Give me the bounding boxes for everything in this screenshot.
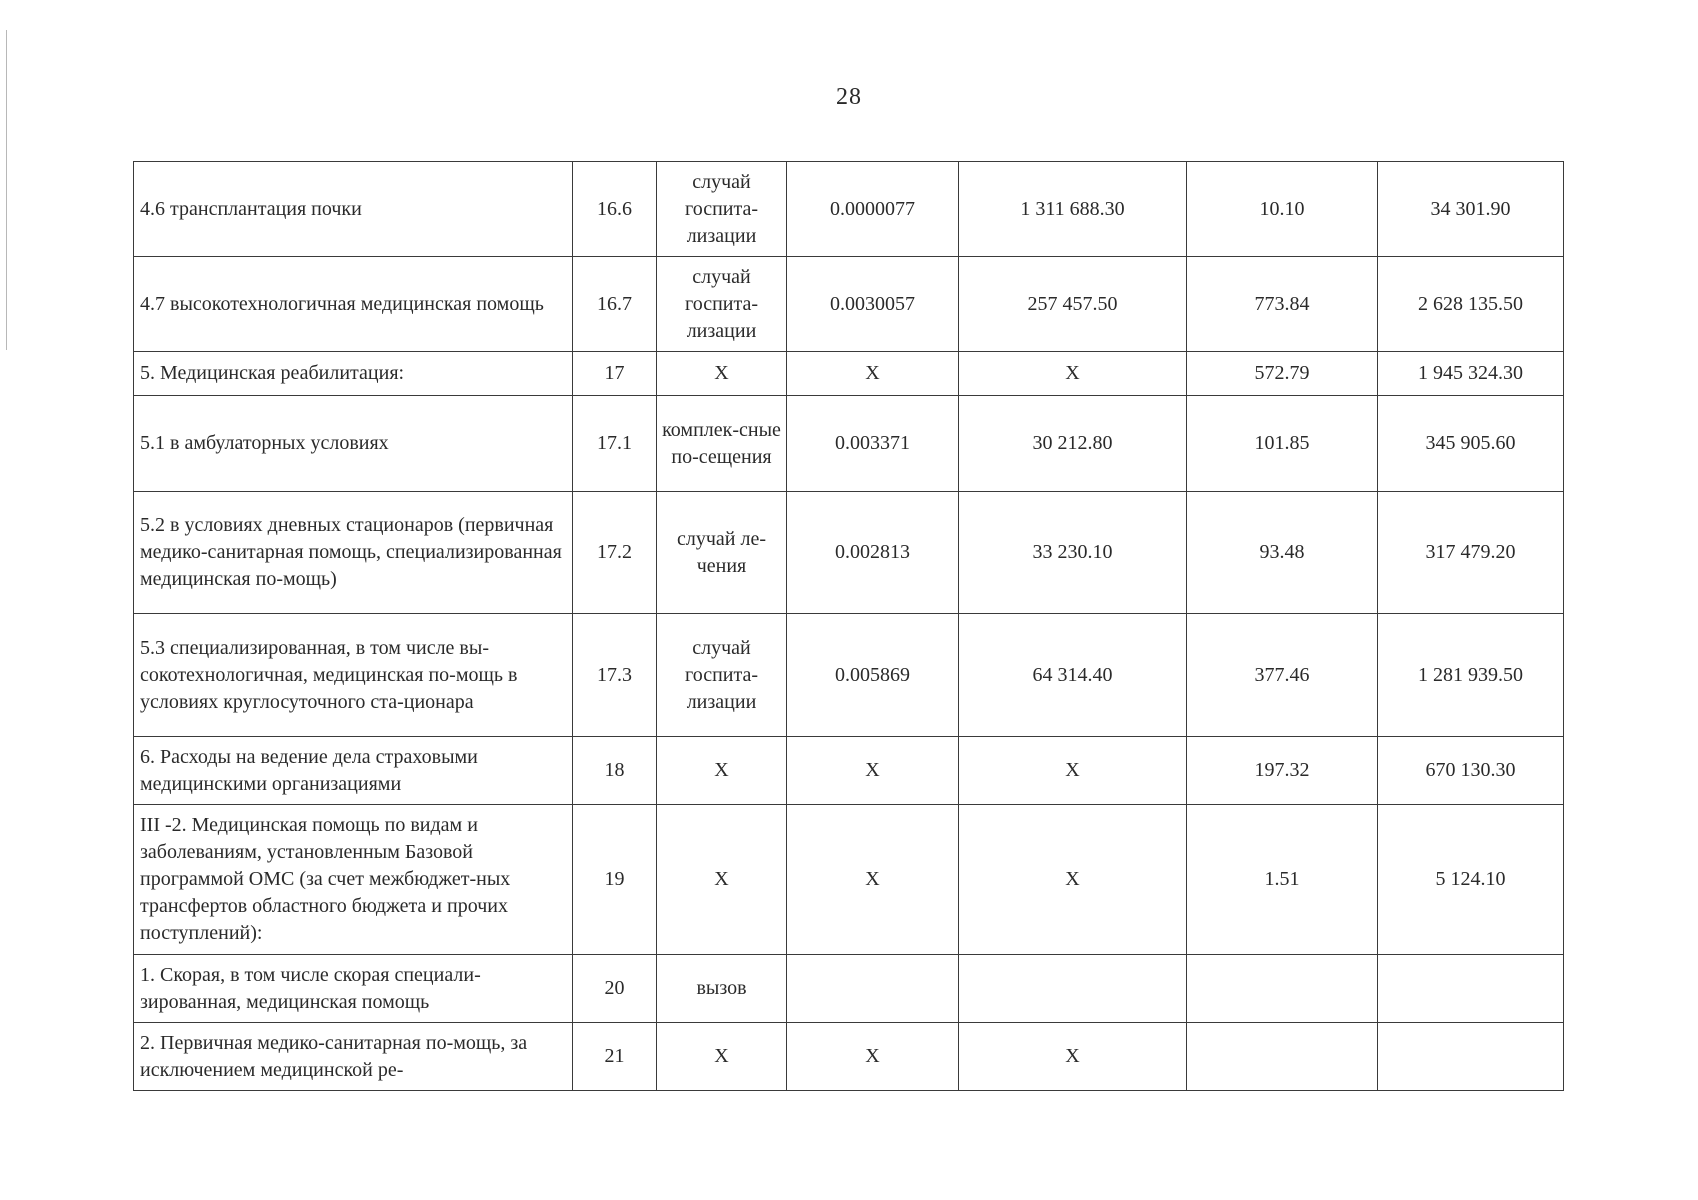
row-cost: 33 230.10 xyxy=(959,492,1187,614)
row-name: III -2. Медицинская помощь по видам и заболеваниям, установленным Базовой программой ОМС (за счет межбюджет-ных трансфертов областного бюджета и прочих поступлений): xyxy=(134,805,573,955)
row-unit: случай ле-чения xyxy=(657,492,787,614)
row-volume: X xyxy=(787,1023,959,1091)
row-code: 17.3 xyxy=(573,614,657,737)
row-volume xyxy=(787,955,959,1023)
row-code: 18 xyxy=(573,737,657,805)
row-volume: X xyxy=(787,805,959,955)
row-total: 345 905.60 xyxy=(1378,396,1564,492)
row-volume: X xyxy=(787,737,959,805)
row-code: 17.1 xyxy=(573,396,657,492)
row-per-capita: 773.84 xyxy=(1187,257,1378,352)
row-per-capita xyxy=(1187,955,1378,1023)
row-total: 1 945 324.30 xyxy=(1378,352,1564,396)
row-volume: 0.002813 xyxy=(787,492,959,614)
row-name: 5.3 специализированная, в том числе вы-сокотехнологичная, медицинская по-мощь в условиях круглосуточного ста-ционара xyxy=(134,614,573,737)
row-per-capita: 377.46 xyxy=(1187,614,1378,737)
row-cost: X xyxy=(959,352,1187,396)
row-code: 16.7 xyxy=(573,257,657,352)
row-unit: вызов xyxy=(657,955,787,1023)
row-name: 4.7 высокотехнологичная медицинская помощь xyxy=(134,257,573,352)
row-unit: случай госпита-лизации xyxy=(657,162,787,257)
row-cost: X xyxy=(959,805,1187,955)
data-table xyxy=(133,161,1564,1091)
row-cost xyxy=(959,955,1187,1023)
row-cost: 257 457.50 xyxy=(959,257,1187,352)
row-unit: X xyxy=(657,352,787,396)
row-volume: 0.003371 xyxy=(787,396,959,492)
row-total: 2 628 135.50 xyxy=(1378,257,1564,352)
row-unit: комплек-сные по-сещения xyxy=(657,396,787,492)
row-cost: X xyxy=(959,1023,1187,1091)
row-total xyxy=(1378,1023,1564,1091)
row-code: 19 xyxy=(573,805,657,955)
row-per-capita: 197.32 xyxy=(1187,737,1378,805)
row-name: 4.6 трансплантация почки xyxy=(134,162,573,257)
table-row xyxy=(134,396,1564,492)
row-code: 21 xyxy=(573,1023,657,1091)
row-code: 17.2 xyxy=(573,492,657,614)
row-volume: 0.0000077 xyxy=(787,162,959,257)
row-per-capita: 1.51 xyxy=(1187,805,1378,955)
row-cost: 1 311 688.30 xyxy=(959,162,1187,257)
row-unit: X xyxy=(657,737,787,805)
row-total: 670 130.30 xyxy=(1378,737,1564,805)
table-row xyxy=(134,955,1564,1023)
row-volume: 0.005869 xyxy=(787,614,959,737)
table-row xyxy=(134,805,1564,955)
row-total: 1 281 939.50 xyxy=(1378,614,1564,737)
row-total xyxy=(1378,955,1564,1023)
row-name: 6. Расходы на ведение дела страховыми медицинскими организациями xyxy=(134,737,573,805)
row-name: 5.2 в условиях дневных стационаров (первичная медико-санитарная помощь, специализированная медицинская по-мощь) xyxy=(134,492,573,614)
row-per-capita: 101.85 xyxy=(1187,396,1378,492)
table-row xyxy=(134,614,1564,737)
table-row xyxy=(134,1023,1564,1091)
row-cost: 64 314.40 xyxy=(959,614,1187,737)
page-number: 28 xyxy=(836,84,862,110)
row-per-capita: 10.10 xyxy=(1187,162,1378,257)
scan-edge-line xyxy=(6,30,7,350)
row-per-capita: 93.48 xyxy=(1187,492,1378,614)
row-unit: X xyxy=(657,1023,787,1091)
row-per-capita: 572.79 xyxy=(1187,352,1378,396)
row-name: 2. Первичная медико-санитарная по-мощь, за исключением медицинской ре- xyxy=(134,1023,573,1091)
row-name: 5. Медицинская реабилитация: xyxy=(134,352,573,396)
row-total: 317 479.20 xyxy=(1378,492,1564,614)
row-name: 5.1 в амбулаторных условиях xyxy=(134,396,573,492)
table-row xyxy=(134,162,1564,257)
row-cost: X xyxy=(959,737,1187,805)
row-code: 20 xyxy=(573,955,657,1023)
row-total: 34 301.90 xyxy=(1378,162,1564,257)
row-volume: X xyxy=(787,352,959,396)
row-cost: 30 212.80 xyxy=(959,396,1187,492)
table-row xyxy=(134,737,1564,805)
row-unit: X xyxy=(657,805,787,955)
table-row xyxy=(134,352,1564,396)
row-total: 5 124.10 xyxy=(1378,805,1564,955)
row-unit: случай госпита-лизации xyxy=(657,257,787,352)
row-code: 17 xyxy=(573,352,657,396)
row-volume: 0.0030057 xyxy=(787,257,959,352)
row-name: 1. Скорая, в том числе скорая специали-зированная, медицинская помощь xyxy=(134,955,573,1023)
table-row xyxy=(134,492,1564,614)
table-row xyxy=(134,257,1564,352)
row-unit: случай госпита-лизации xyxy=(657,614,787,737)
row-per-capita xyxy=(1187,1023,1378,1091)
row-code: 16.6 xyxy=(573,162,657,257)
